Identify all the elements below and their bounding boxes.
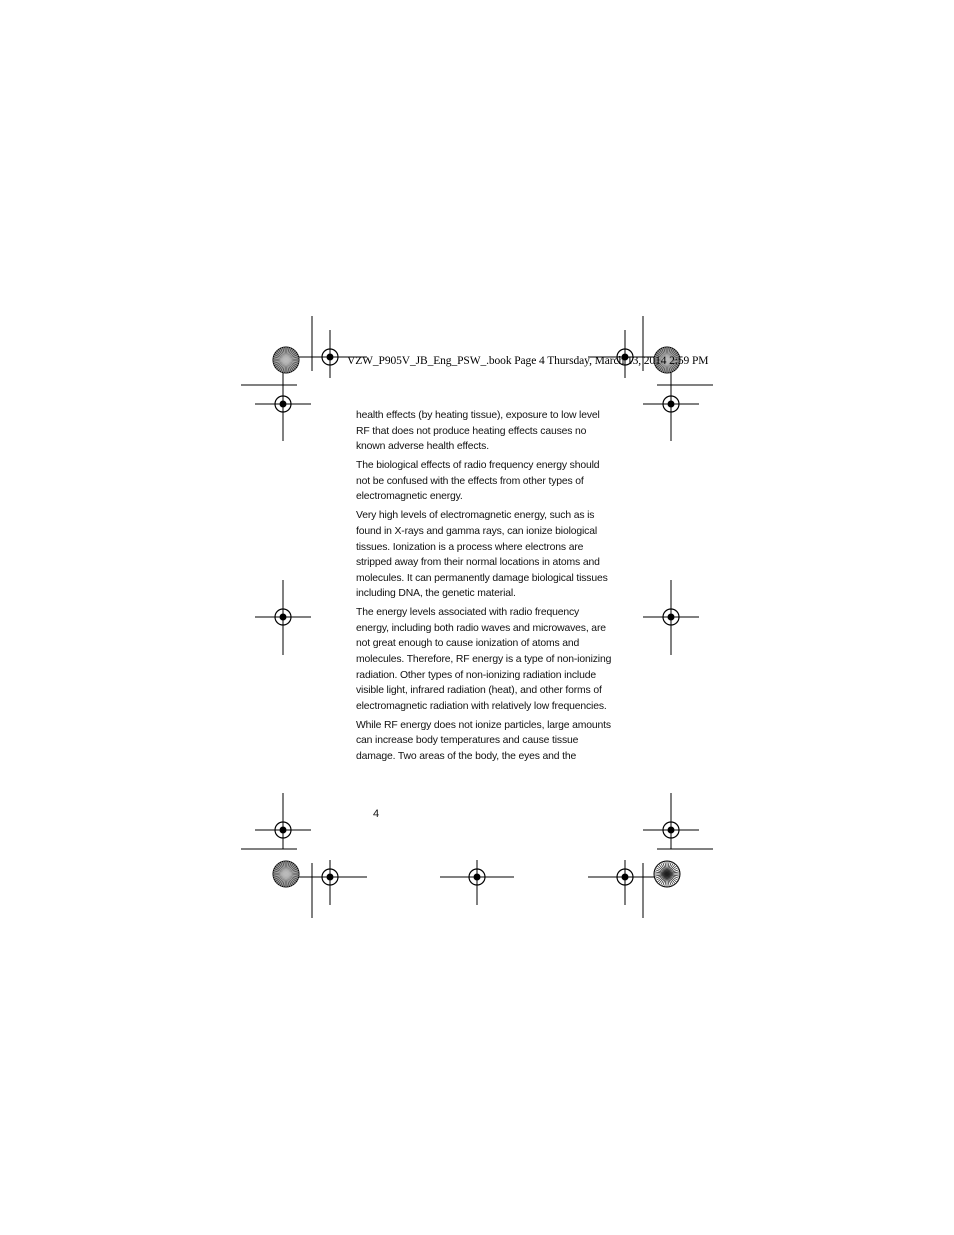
registration-target — [658, 817, 684, 843]
registration-target — [270, 817, 296, 843]
registration-target — [317, 344, 343, 370]
paragraph: Very high levels of electromagnetic energy, such as is found in X-rays and gamma rays, can ionize biological tissues. Ionization is a process where electrons are stripped away from their normal locations in atoms and molecules. It can permanently damage biological tissues including DNA, the genetic material. — [356, 510, 608, 600]
body-text — [356, 408, 614, 768]
registration-target — [658, 391, 684, 417]
registration-target — [270, 604, 296, 630]
paragraph: While RF energy does not ionize particles, large amounts can increase body temperatures and cause tissue damage. Two areas of the body, the eyes and the — [356, 719, 611, 763]
paragraph: The biological effects of radio frequency energy should not be confused with the effects from other types of electromagnetic energy. — [356, 460, 600, 503]
registration-target — [464, 864, 490, 890]
registration-target — [612, 864, 638, 890]
registration-target — [658, 604, 684, 630]
starburst-target — [273, 347, 299, 373]
registration-target — [270, 391, 296, 417]
registration-target — [317, 864, 343, 890]
paragraph: The energy levels associated with radio frequency energy, including both radio waves and microwaves, are not great enough to cause ionization of atoms and molecules. Therefore, RF energy is a type of non-ionizing radiation. Other types of non-ionizing radiation include visible light, infrared radiation (heat), and other forms of electromagnetic radiation with relatively low frequencies. — [356, 607, 612, 712]
starburst-target — [273, 861, 299, 887]
starburst-target — [654, 861, 680, 887]
paragraph: health effects (by heating tissue), exposure to low level RF that does not produce heating effects causes no known adverse health effects. — [356, 410, 600, 453]
page-number: 4 — [373, 808, 380, 820]
print-slug-header: VZW_P905V_JB_Eng_PSW_.book Page 4 Thursday, March 13, 2014 2:59 PM — [347, 355, 709, 367]
